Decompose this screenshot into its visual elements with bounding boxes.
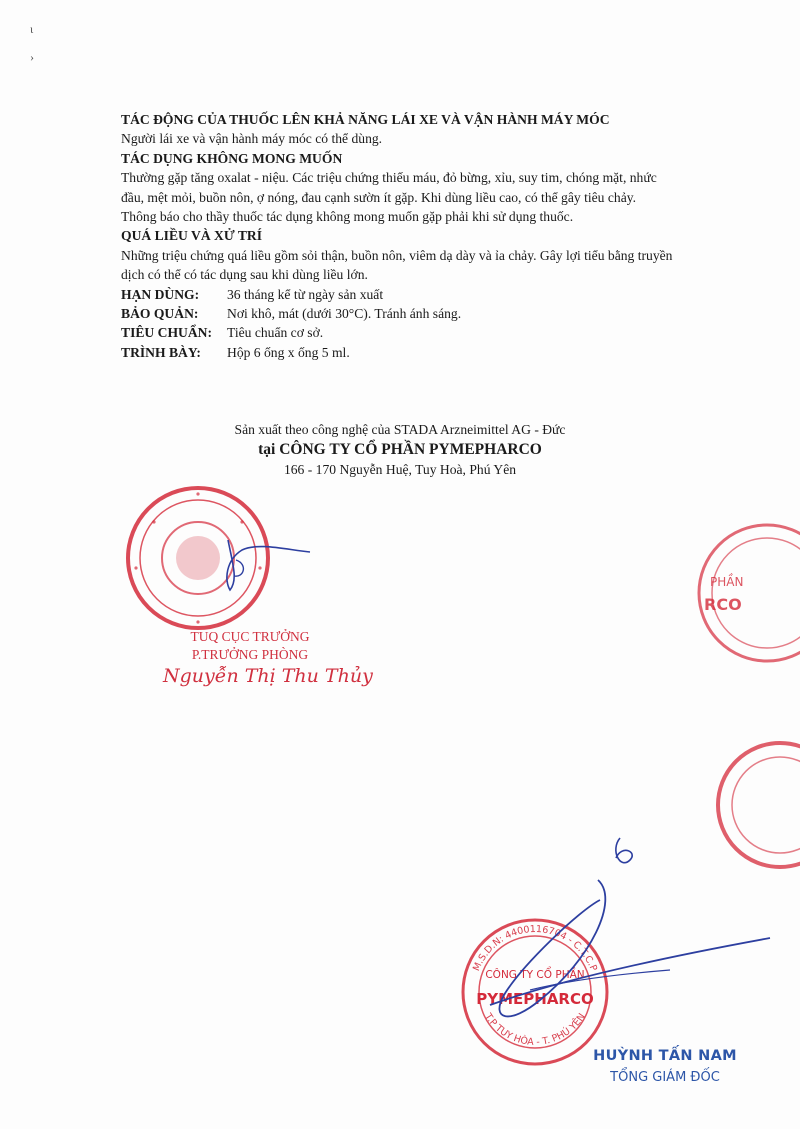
section-line: Người lái xe và vận hành máy móc có thể dùng.	[121, 131, 383, 147]
ministry-signoff	[170, 628, 330, 664]
spec-value: Tiêu chuẩn cơ sở.	[227, 325, 324, 341]
section-line: đầu, mệt mỏi, buồn nôn, ợ nóng, đau cạnh sườn ít gặp. Khi dùng liều cao, có thể gây tiêu chảy.	[121, 189, 637, 205]
spec-value: 36 tháng kể từ ngày sản xuất	[227, 286, 384, 302]
section-heading-overdose: QUÁ LIỀU VÀ XỬ TRÍ	[121, 228, 262, 244]
section-line: Những triệu chứng quá liều gồm sỏi thận, buồn nôn, viêm dạ dày và ỉa chảy. Gây lợi tiểu bằng truyền	[121, 247, 673, 263]
producer-address: 166 - 170 Nguyễn Huệ, Tuy Hoà, Phú Yên	[283, 462, 517, 477]
spec-row-standard	[121, 323, 721, 342]
director-title: TỔNG GIÁM ĐỐC	[610, 1070, 720, 1085]
spec-row-storage	[121, 304, 721, 323]
stamp-bottom-text: T.P TUY HÒA - T. PHÚ YÊN	[482, 1011, 588, 1048]
stamp-ring-text: M.S.D.N: 4400116704 - C.T.C.P	[471, 923, 599, 973]
spec-key: TIÊU CHUẨN:	[121, 325, 213, 341]
leaflet-text	[121, 110, 721, 362]
producer-block	[0, 420, 800, 480]
scan-mark: ›	[30, 50, 34, 64]
spec-value: Nơi khô, mát (dưới 30°C). Tránh ánh sáng.	[227, 306, 462, 322]
ministry-title-line: TUQ CỤC TRƯỞNG	[190, 629, 310, 644]
svg-text:PHẦN: PHẦN	[710, 575, 744, 589]
stamp-inner-line: CÔNG TY CỔ PHẦN	[485, 969, 585, 981]
director-signature	[470, 830, 790, 1060]
section-line: Thông báo cho thầy thuốc tác dụng không mong muốn gặp phải khi sử dụng thuốc.	[121, 209, 574, 225]
section-line: dịch có thể có tác dụng sau khi dùng liều lớn.	[121, 267, 368, 283]
producer-line: Sản xuất theo công nghệ của STADA Arzneimittel AG - Đức	[234, 422, 566, 437]
spec-key: HẠN DÙNG:	[121, 286, 200, 302]
scan-mark: ι	[30, 22, 34, 36]
spec-key: BẢO QUẢN:	[121, 306, 199, 322]
section-heading-side-effects: TÁC DỤNG KHÔNG MONG MUỐN	[121, 150, 343, 166]
stamp-company-name: PYMEPHARCO	[476, 990, 594, 1008]
producer-company: tại CÔNG TY CỔ PHẦN PYMEPHARCO	[258, 441, 542, 458]
director-block	[580, 1048, 750, 1085]
ministry-signature-stroke	[198, 520, 318, 600]
spec-key: TRÌNH BÀY:	[121, 344, 201, 360]
section-line: Thường gặp tăng oxalat - niệu. Các triệu chứng thiếu máu, đỏ bừng, xỉu, suy tim, chóng mặt, nhức	[121, 170, 657, 186]
ministry-title-line: P.TRƯỞNG PHÒNG	[191, 647, 309, 662]
ministry-signatory-name: Nguyễn Thị Thu Thủy	[163, 665, 373, 687]
svg-text:RCO: RCO	[704, 595, 742, 614]
spec-value: Hộp 6 ống x ống 5 ml.	[227, 344, 350, 360]
section-heading-driving: TÁC ĐỘNG CỦA THUỐC LÊN KHẢ NĂNG LÁI XE VÀ VẬN HÀNH MÁY MÓC	[121, 112, 610, 127]
spec-row-expiry	[121, 285, 721, 304]
company-stamp-partial-top	[692, 518, 800, 668]
spec-row-presentation	[121, 343, 721, 362]
director-name: HUỲNH TẤN NAM	[593, 1048, 737, 1064]
